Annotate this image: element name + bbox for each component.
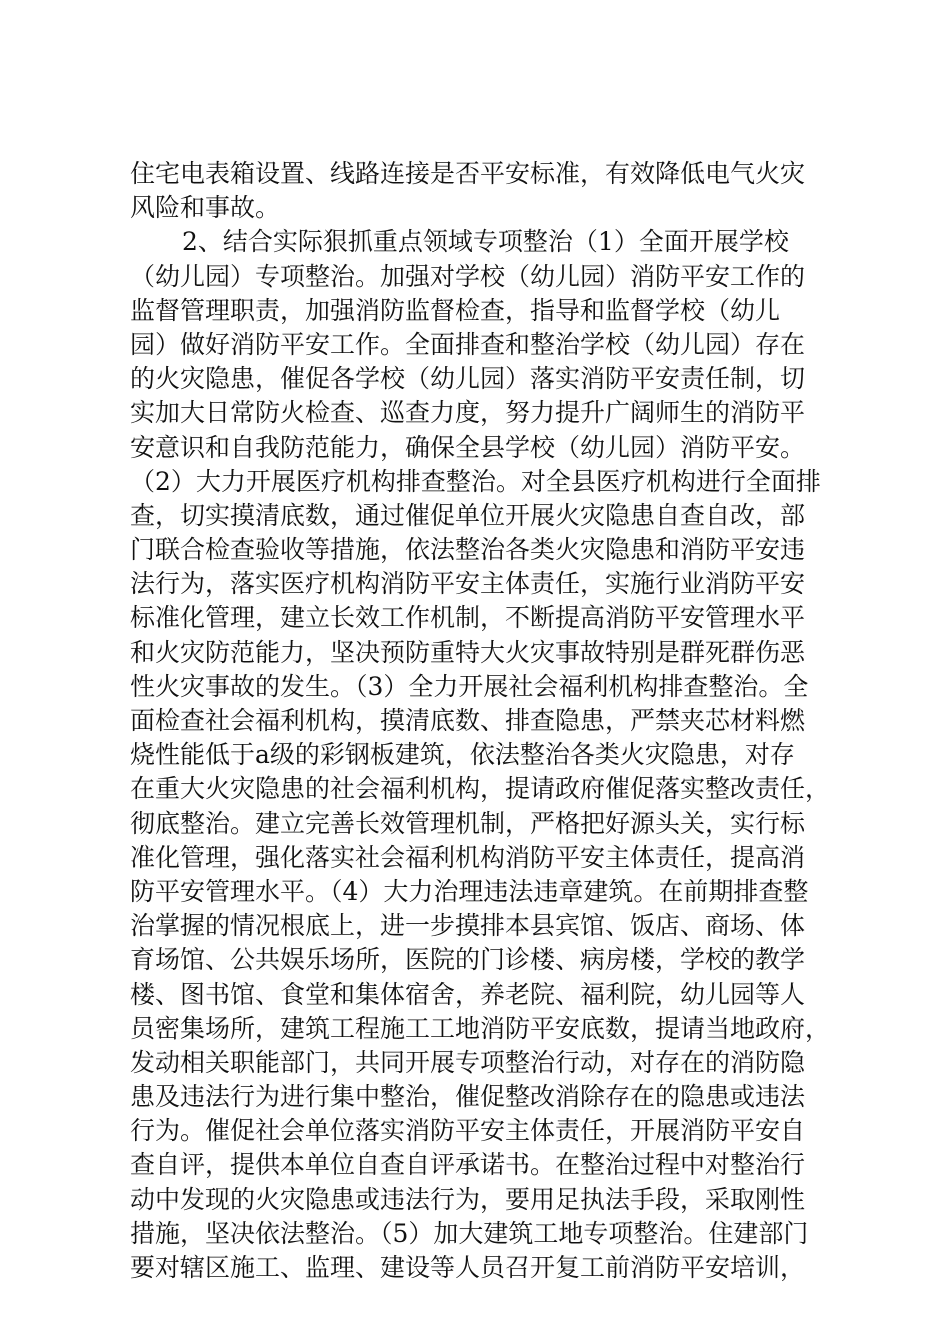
text-line: 烧性能低于a级的彩钢板建筑，依法整治各类火灾隐患，对存 (130, 740, 795, 770)
text-line: 风险和事故。 (130, 193, 281, 223)
text-line: 要对辖区施工、监理、建设等人员召开复工前消防平安培训， (130, 1253, 806, 1282)
text-line: （2）大力开展医疗机构排查整治。对全县医疗机构进行全面排 (130, 466, 821, 496)
section-heading-line: 2、结合实际狠抓重点领域专项整治（1）全面开展学校 (182, 227, 789, 257)
text-line: 门联合检查验收等措施，依法整治各类火灾隐患和消防平安违 (130, 535, 806, 565)
text-line: 彻底整治。建立完善长效管理机制，严格把好源头关，实行标 (130, 808, 806, 838)
text-line: 楼、图书馆、食堂和集体宿舍，养老院、福利院，幼儿园等人 (130, 979, 806, 1009)
text-line: 行为。催促社会单位落实消防平安主体责任，开展消防平安自 (130, 1116, 806, 1146)
text-line: 员密集场所，建筑工程施工工地消防平安底数，提请当地政府， (130, 1013, 831, 1043)
text-line: 查自评，提供本单位自查自评承诺书。在整治过程中对整治行 (130, 1150, 806, 1180)
text-line: 住宅电表箱设置、线路连接是否平安标准，有效降低电气火灾 (130, 159, 806, 188)
text-line: 实加大日常防火检查、巡查力度，努力提升广阔师生的消防平 (130, 398, 806, 428)
text-line: 防平安管理水平。（4）大力治理违法违章建筑。在前期排查整 (130, 876, 809, 906)
text-line: 治掌握的情况根底上，进一步摸排本县宾馆、饭店、商场、体 (130, 911, 806, 941)
text-line: 安意识和自我防范能力，确保全县学校（幼儿园）消防平安。 (130, 432, 806, 462)
text-line: 育场馆、公共娱乐场所，医院的门诊楼、病房楼，学校的教学 (130, 945, 806, 975)
text-line: 面检查社会福利机构，摸清底数、排查隐患，严禁夹芯材料燃 (130, 706, 806, 735)
text-line: （幼儿园）专项整治。加强对学校（幼儿园）消防平安工作的 (130, 261, 806, 291)
text-line: 和火灾防范能力，坚决预防重特大火灾事故特别是群死群伤恶 (130, 637, 806, 667)
text-line: 准化管理，强化落实社会福利机构消防平安主体责任，提高消 (130, 842, 806, 872)
body-text (130, 157, 831, 1285)
text-line: 监督管理职责，加强消防监督检查，指导和监督学校（幼儿 (130, 295, 781, 325)
text-line: 标准化管理，建立长效工作机制，不断提高消防平安管理水平 (130, 603, 806, 633)
text-line: 查，切实摸清底数，通过催促单位开展火灾隐患自查自改，部 (130, 500, 806, 530)
text-line: 患及违法行为进行集中整治，催促整改消除存在的隐患或违法 (130, 1082, 806, 1112)
text-line: 的火灾隐患，催促各学校（幼儿园）落实消防平安责任制，切 (130, 364, 806, 394)
text-line: 发动相关职能部门，共同开展专项整治行动，对存在的消防隐 (130, 1047, 806, 1077)
text-line: 在重大火灾隐患的社会福利机构，提请政府催促落实整改责任， (130, 774, 831, 804)
text-line: 性火灾事故的发生。（3）全力开展社会福利机构排查整治。全 (130, 671, 809, 701)
text-line: 措施，坚决依法整治。（5）加大建筑工地专项整治。住建部门 (130, 1218, 809, 1248)
text-line: 园）做好消防平安工作。全面排查和整治学校（幼儿园）存在 (130, 329, 806, 359)
text-line: 动中发现的火灾隐患或违法行为，要用足执法手段，采取刚性 (130, 1184, 806, 1214)
text-line: 法行为，落实医疗机构消防平安主体责任，实施行业消防平安 (130, 569, 806, 599)
